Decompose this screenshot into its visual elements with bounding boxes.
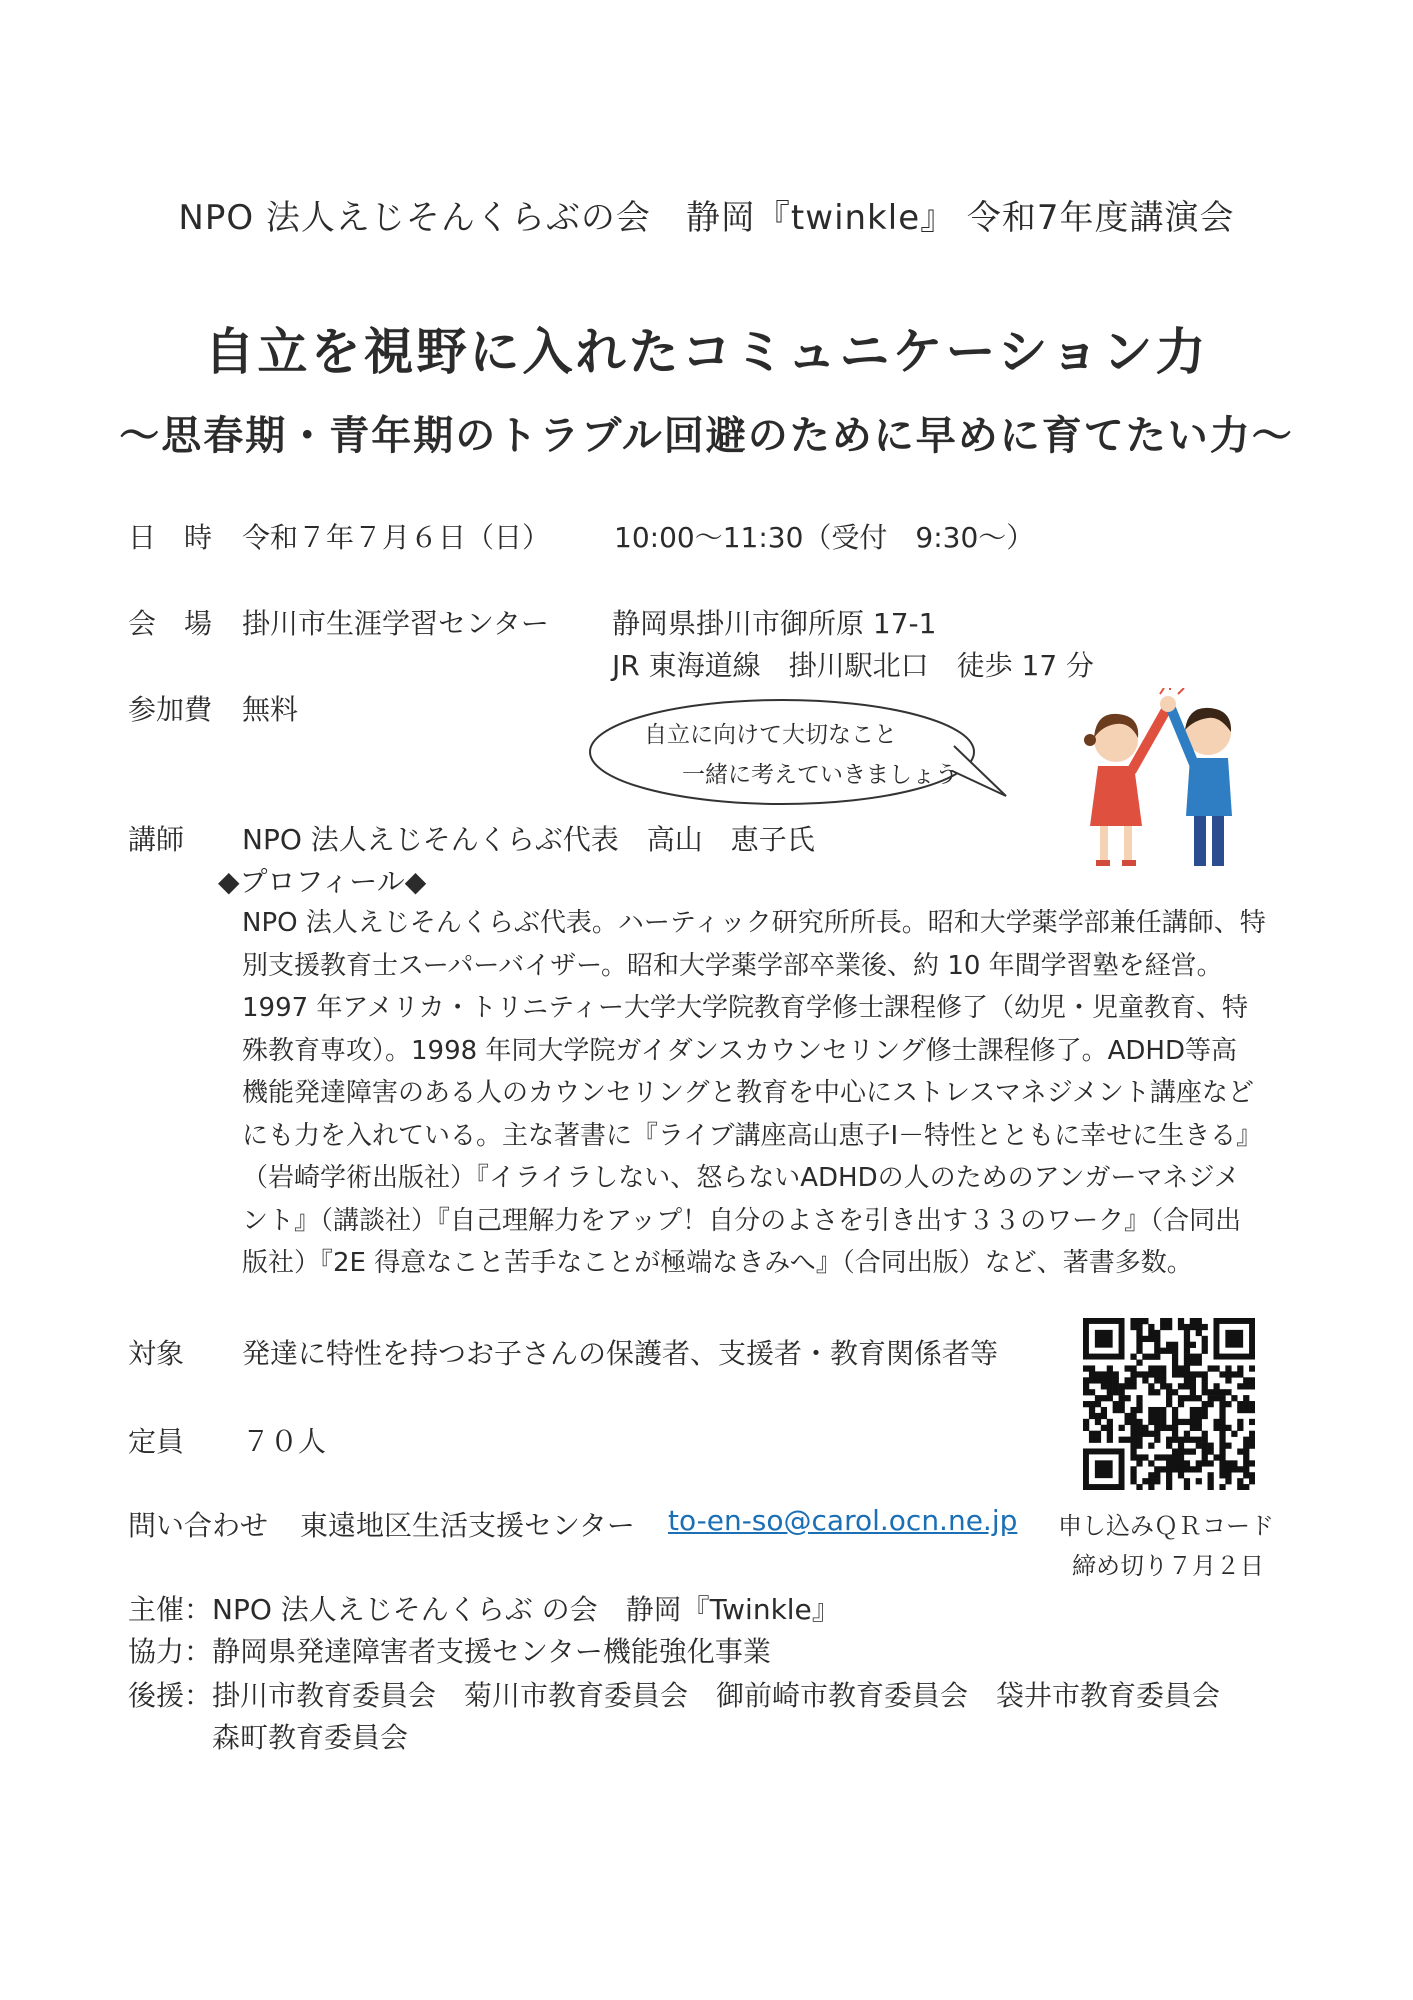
- contact-label: 問い合わせ: [128, 1509, 269, 1542]
- event-date: 令和７年７月６日（日）: [242, 521, 551, 554]
- capacity-value: ７０人: [242, 1425, 327, 1458]
- datetime-label: 日 時: [128, 521, 213, 554]
- support-line-1: 掛川市教育委員会 菊川市教育委員会 御前崎市教育委員会 袋井市教育委員会: [212, 1679, 1221, 1712]
- venue-name: 掛川市生涯学習センター: [242, 607, 549, 640]
- support-line-2: 森町教育委員会: [212, 1721, 409, 1754]
- qr-deadline: 締め切り７月２日: [1072, 1552, 1264, 1580]
- profile-line: にも力を入れている。主な著書に『ライブ講座高山恵子Ⅰ－特性とともに幸せに生きる』: [242, 1120, 1263, 1151]
- support-label: 後援：: [128, 1679, 213, 1712]
- target-value: 発達に特性を持つお子さんの保護者、支援者・教育関係者等: [242, 1337, 999, 1370]
- profile-line: 1997 年アメリカ・トリニティー大学大学院教育学修士課程修了（幼児・児童教育、特: [242, 993, 1249, 1023]
- high-five-illustration: [1070, 688, 1260, 878]
- target-label: 対象: [128, 1337, 185, 1370]
- speech-bubble-shape: [586, 696, 1010, 808]
- profile-body: [242, 902, 1297, 1285]
- bubble-line-2: 一緒に考えていきましょう: [682, 762, 958, 788]
- fee-label: 参加費: [128, 693, 213, 726]
- cooperation-value: 静岡県発達障害者支援センター機能強化事業: [212, 1635, 771, 1668]
- venue-address: 静岡県掛川市御所原 17-1: [612, 607, 937, 640]
- organizer-label: 主催：: [128, 1593, 213, 1626]
- profile-line: 版社）『2E 得意なこと苦手なことが極端なきみへ』（合同出版）など、著書多数。: [242, 1248, 1193, 1278]
- qr-caption: 申し込みＱＲコード: [1058, 1512, 1274, 1540]
- contact-org: 東遠地区生活支援センター: [300, 1509, 635, 1542]
- organizer-value: NPO 法人えじそんくらぶ の会 静岡『Twinkle』: [212, 1593, 840, 1626]
- qr-code[interactable]: [1083, 1318, 1255, 1490]
- lecturer-name: NPO 法人えじそんくらぶ代表 高山 恵子氏: [242, 823, 815, 856]
- event-header: NPO 法人えじそんくらぶの会 静岡『twinkle』 令和7年度講演会: [178, 198, 1235, 238]
- capacity-label: 定員: [128, 1425, 185, 1458]
- page-title: 自立を視野に入れたコミュニケーション力: [204, 323, 1209, 381]
- cooperation-label: 協力：: [128, 1635, 213, 1668]
- profile-line: 殊教育専攻）。1998 年同大学院ガイダンスカウンセリング修士課程修了。ADHD等高: [242, 1035, 1237, 1066]
- fee-value: 無料: [242, 693, 299, 726]
- bubble-line-1: 自立に向けて大切なこと: [644, 722, 897, 748]
- lecturer-label: 講師: [128, 823, 185, 856]
- speech-bubble: [586, 696, 1010, 808]
- venue-label: 会 場: [128, 607, 213, 640]
- profile-line: 機能発達障害のある人のカウンセリングと教育を中心にストレスマネジメント講座など: [242, 1078, 1254, 1108]
- profile-title: ◆プロフィール◆: [218, 865, 427, 898]
- profile-line: ント』（講談社）『自己理解力をアップ！自分のよさを引き出す３３のワーク』（合同出: [242, 1205, 1242, 1236]
- page-subtitle: ～思春期・青年期のトラブル回避のために早めに育てたい力～: [119, 413, 1294, 459]
- profile-line: （岩崎学術出版社）『イライラしない、怒らないADHDの人のためのアンガーマネジメ: [242, 1163, 1240, 1193]
- contact-email-link[interactable]: to-en-so@carol.ocn.ne.jp: [668, 1504, 1018, 1537]
- profile-line: NPO 法人えじそんくらぶ代表。ハーティック研究所所長。昭和大学薬学部兼任講師、特: [242, 908, 1266, 938]
- event-time: 10:00～11:30（受付 9:30～）: [614, 521, 1035, 554]
- profile-line: 別支援教育士スーパーバイザー。昭和大学薬学部卒業後、約 10 年間学習塾を経営。: [242, 950, 1223, 981]
- venue-access: JR 東海道線 掛川駅北口 徒歩 17 分: [612, 649, 1095, 682]
